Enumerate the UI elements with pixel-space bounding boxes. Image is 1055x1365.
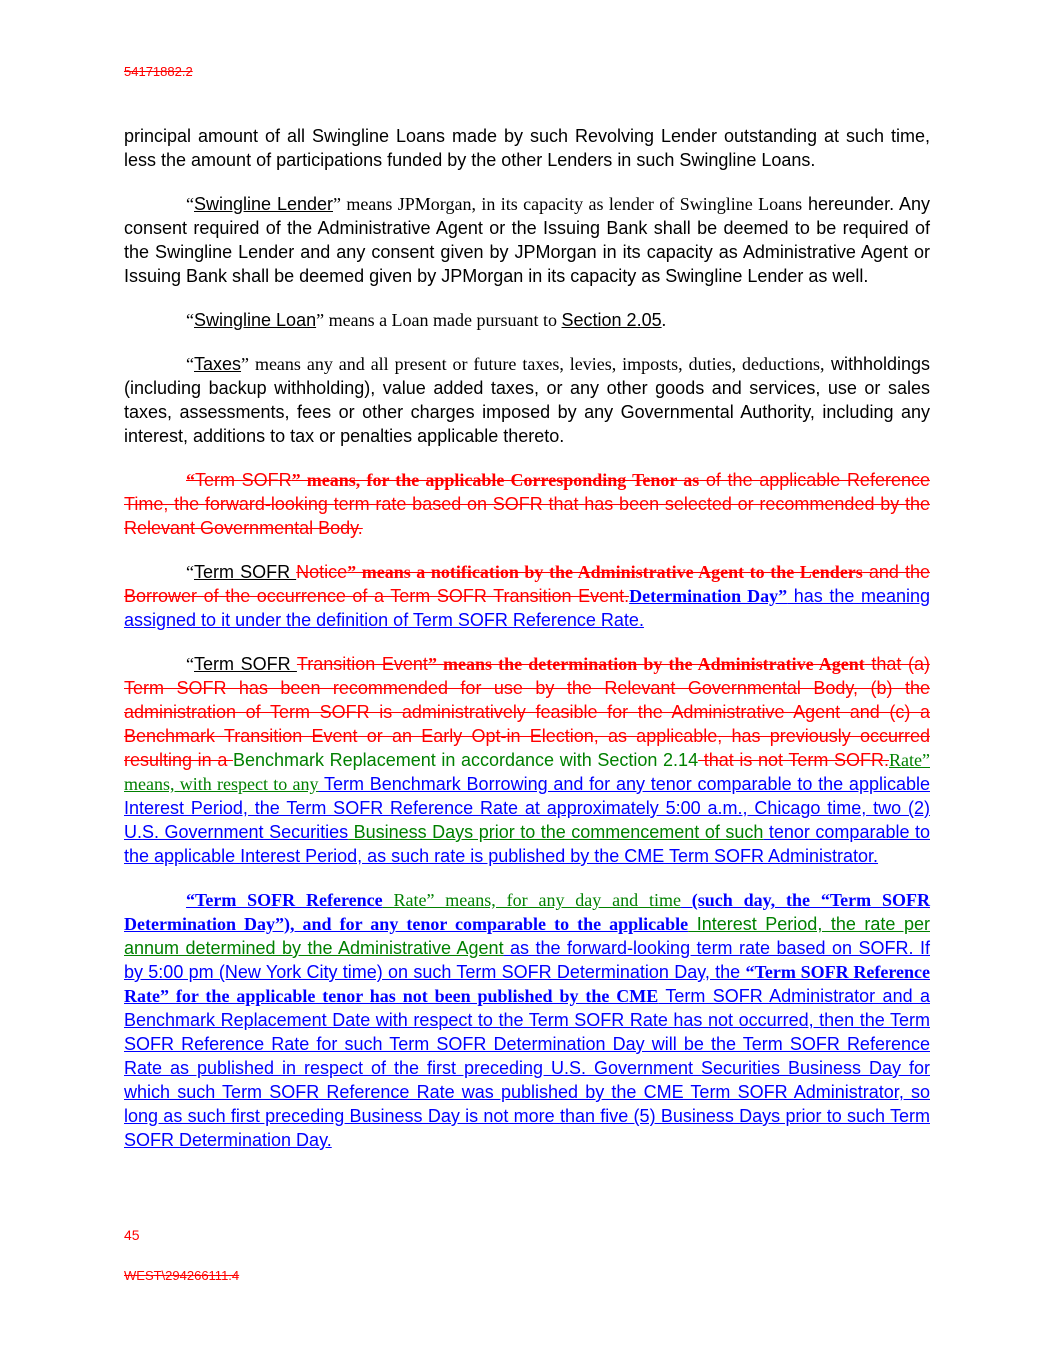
definition-text: hereunder. Any consent required of the Administrative Agent or the Issuing Bank shall be deemed to be required of the Swingline Lender and any consent given by JPMorgan in its capacity as Administrative Agent or Issuing Bank shall be deemed given by JPMorgan in its capacity as Swingline Lender as well. — [124, 194, 930, 286]
open-quote: “ — [186, 654, 194, 674]
inserted-definition-text: as the forward-looking term rate based on SOFR. If by 5:00 pm (New York City time) on such Term SOFR Determination Day, the — [124, 938, 930, 982]
open-quote: “ — [186, 310, 194, 330]
sentence-end: . — [661, 310, 667, 330]
header-doc-id: 54171882.2 — [124, 64, 193, 79]
moved-text: Interest Period, the rate per annum determined by the Administrative Agent — [124, 914, 930, 958]
defined-term: Term SOFR — [194, 562, 297, 582]
defined-term: Term SOFR — [194, 654, 297, 674]
definition-term-sofr-determination-day — [124, 560, 930, 632]
open-quote: “ — [186, 354, 194, 374]
inserted-definition-text: Term Benchmark Borrowing and for any tenor comparable to the applicable Interest Period, the Term SOFR Reference Rate at approximately 5:00 a.m., Chicago time, two (2) U.S. Government Securities — [124, 774, 930, 842]
deleted-definition-lead: ” means a notification by the Administrative Agent to the Lenders — [347, 562, 863, 582]
defined-term: Taxes — [194, 354, 242, 374]
deleted-defined-term: Term SOFR — [195, 470, 292, 490]
definition-lead: means JPMorgan, in its capacity as lender of Swingline Loans — [341, 194, 803, 214]
open-quote: “ — [186, 562, 194, 582]
defined-term: Swingline Lender — [194, 194, 333, 214]
deleted-word: Notice — [296, 562, 348, 582]
paragraph-text: principal amount of all Swingline Loans made by such Revolving Lender outstanding at such time, less the amount of participations funded by the other Lenders in such Swingline Loans. — [124, 126, 930, 170]
moved-definition-lead: Rate” means, with respect to any — [124, 750, 930, 794]
definition-term-sofr-reference-rate — [124, 888, 930, 1152]
paragraph-swingline-exposure-tail — [124, 124, 930, 172]
deleted-open-quote: “ — [186, 470, 195, 490]
deleted-definition-lead: ” means the determination by the Administrative Agent — [427, 654, 865, 674]
moved-text-2: Business Days prior to the commencement of such — [348, 822, 764, 842]
inserted-term: Determination Day” — [629, 586, 788, 606]
footer-doc-id: WEST\294266111.4 — [124, 1268, 240, 1283]
close-quote: ” — [333, 194, 341, 214]
definition-term-sofr-rate — [124, 652, 930, 868]
deleted-definition-text: that (a) Term SOFR has been recommended for use by the Relevant Governmental Body, (b) the administration of Term SOFR is administratively feasible for the Administrative Agent and (c) a Benchmark Transition Event or an Early Opt-in Election, as applicable, has previously occurred resulting in a — [124, 654, 930, 770]
deleted-word: Transition Event — [296, 654, 428, 674]
inserted-bold-text: “Term SOFR Reference Rate” for the applicable tenor has not been published by the CME — [124, 962, 930, 1006]
moved-definition-lead: Rate” means, for any day and time — [382, 890, 681, 910]
deleted-definition-text: and the Borrower of the occurrence of a Term SOFR Transition Event. — [124, 562, 930, 606]
definition-swingline-lender — [124, 192, 930, 288]
document-body — [124, 124, 930, 1172]
inserted-definition-text-2: Term SOFR Administrator and a Benchmark Replacement Date with respect to the Term SOFR Rate has not occurred, then the Term SOFR Reference Rate for such Term SOFR Determination Day will be the Term SOFR Reference Rate as published in respect of the first preceding U.S. Government Securities Business Day for which such Term SOFR Reference Rate was published by the CME Term SOFR Administrator, so long as such first preceding Business Day is not more than five (5) Business Days prior to such Term SOFR Determination Day. — [124, 986, 930, 1150]
inserted-defined-term: “Term SOFR Reference — [186, 890, 383, 910]
definition-lead: ” means a Loan made pursuant to — [316, 310, 562, 330]
definition-text: withholdings (including backup withholding), value added taxes, or any other goods and services, use or sales taxes, assessments, fees or other charges imposed by any Governmental Authority, including any interest, additions to tax or penalties applicable thereto. — [124, 354, 931, 446]
deleted-definition-text: of the applicable Reference Time, the forward-looking term rate based on SOFR that has been selected or recommended by the Relevant Governmental Body. — [124, 470, 930, 538]
inserted-definition-lead: (such day, the “Term SOFR Determination Day”), and for any tenor comparable to the applicable — [124, 890, 930, 934]
moved-text: Benchmark Replacement in accordance with Section 2.14 — [232, 750, 699, 770]
definition-swingline-loan — [124, 308, 930, 332]
deleted-definition-lead: ” means, for the applicable Corresponding Tenor as — [291, 470, 700, 490]
defined-term: Swingline Loan — [194, 310, 317, 330]
inserted-definition-text-2: tenor comparable to the applicable Interest Period, as such rate is published by the CME Term SOFR Administrator. — [124, 822, 930, 866]
inserted-definition-text: has the meaning assigned to it under the definition of Term SOFR Reference Rate. — [124, 586, 931, 630]
page-number: 45 — [124, 1227, 140, 1243]
deleted-definition-text-2: that is not Term SOFR. — [698, 750, 890, 770]
open-quote: “ — [186, 194, 194, 214]
definition-term-sofr-deleted — [124, 468, 930, 540]
definition-taxes — [124, 352, 930, 448]
section-reference: Section 2.05 — [561, 310, 662, 330]
definition-lead: ” means any and all present or future taxes, levies, imposts, duties, deductions, — [241, 354, 825, 374]
